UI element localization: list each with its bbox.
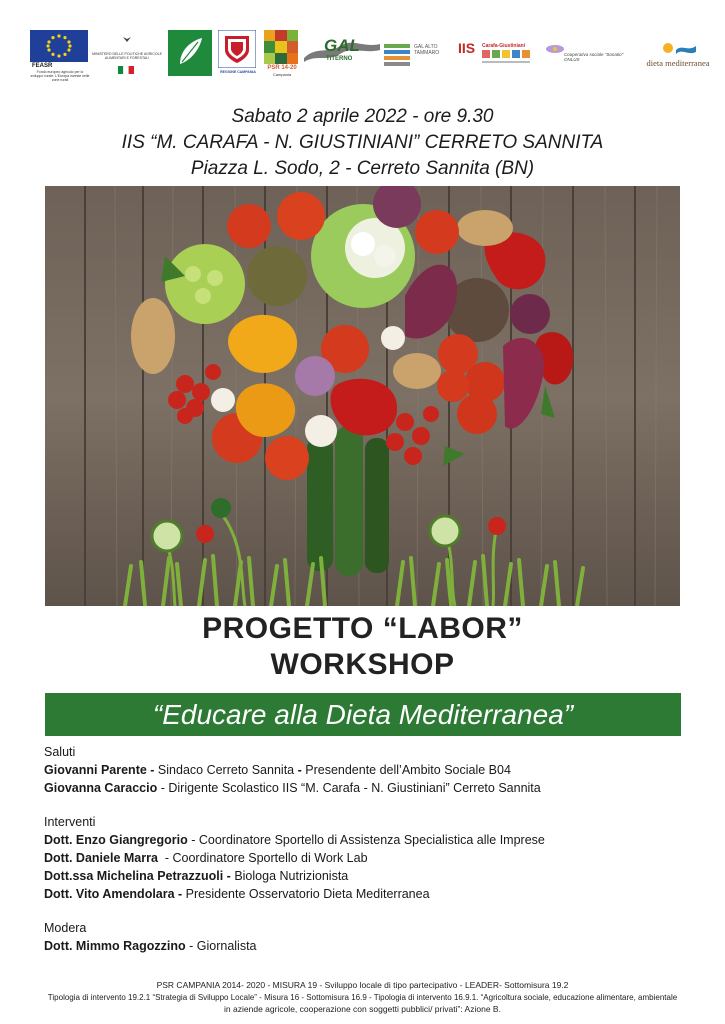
- interventi-item: [44, 831, 694, 849]
- leader-leaf-icon: [168, 30, 212, 76]
- partner-logos-strip: [30, 30, 720, 80]
- iis-logo: [458, 30, 534, 80]
- separator: -: [297, 763, 302, 777]
- gal-alto-tammaro-logo: [384, 30, 454, 80]
- regione-shield-icon: [218, 30, 256, 68]
- ministero-caption: MINISTERO DELLE POLITICHE AGRICOLE ALIMENTARI E FORESTALI: [92, 52, 162, 60]
- psr-logo: [264, 30, 300, 80]
- speaker-role: Biologa Nutrizionista: [230, 869, 349, 883]
- dieta-mediterranea-logo: [636, 30, 720, 80]
- ministero-logo: [92, 30, 162, 80]
- event-date-line: Sabato 2 aprile 2022 - ore 9.30: [231, 106, 494, 127]
- speaker-role-extra: Presendente dell’Ambito Sociale B04: [301, 763, 511, 777]
- modera-heading: Modera: [44, 921, 87, 935]
- saluti-item: [44, 779, 694, 797]
- footer-line-2: Tipologia di intervento 19.2.1 “Strategia di Sviluppo Locale” - Misura 16 - Sottomisura 16.9 - Tipologia di intervento 16.9.1. “Agricoltura sociale, educazione alimentare, ambientale: [47, 993, 678, 1002]
- cooperativa-logo: [538, 30, 630, 80]
- interventi-item: [44, 849, 694, 867]
- gal-titerno-logo: [304, 30, 380, 80]
- theme-banner: “Educare alla Dieta Mediterranea”: [45, 693, 681, 736]
- saluti-heading: Saluti: [44, 745, 76, 759]
- gal-sub: TITERNO: [326, 56, 353, 62]
- iis-badges-icon: [482, 50, 532, 68]
- leader-logo: [168, 30, 212, 80]
- regione-caption: REGIONE CAMPANIA: [220, 70, 256, 74]
- sun-sea-icon: [656, 40, 696, 56]
- stripes-icon: [384, 44, 410, 66]
- interventi-item: [44, 867, 694, 885]
- eu-flag-icon: [30, 30, 88, 62]
- vegetable-tree-photo: [45, 186, 680, 606]
- speaker-name: Giovanna Caraccio: [44, 781, 158, 795]
- feasr-caption: Fondo europeo agricolo per lo sviluppo rurale: L'Europa investe nelle zone rurali: [30, 70, 90, 82]
- interventi-heading: Interventi: [44, 815, 96, 829]
- workshop-title: WORKSHOP: [270, 648, 455, 681]
- psr-text: PSR 14-20: [267, 65, 297, 71]
- speaker-name: Dott. Daniele Marra: [44, 851, 158, 865]
- speaker-role: - Coordinatore Sportello di Assistenza Specialistica alle Imprese: [187, 833, 545, 847]
- gal-text: GAL: [324, 36, 360, 55]
- iis-caption: Carafa-Giustiniani: [482, 43, 526, 49]
- psr-caption: Campania: [272, 72, 292, 77]
- speaker-name: Dott. Enzo Giangregorio: [44, 833, 188, 847]
- speaker-name: Dott. Mimmo Ragozzino: [44, 939, 186, 953]
- footer-line-1: PSR CAMPANIA 2014- 2020 - MISURA 19 - Sviluppo locale di tipo partecipativo - LEADER- Sottomisura 19.2: [156, 980, 569, 990]
- psr-mosaic-icon: [264, 30, 298, 64]
- event-address-line: Piazza L. Sodo, 2 - Cerreto Sannita (BN): [190, 158, 535, 179]
- gal2-caption: GAL ALTO TAMMARO: [414, 44, 440, 56]
- coop-flower-icon: [544, 42, 566, 56]
- coop-caption: Cooperativa sociale "Sonatio" ONLUS: [564, 52, 624, 62]
- footer-line-3: in aziende agricole, cooperazione con soggetti pubblici/ privati”: Azione B.: [224, 1004, 501, 1014]
- feasr-eu-logo: [30, 30, 90, 80]
- speaker-name: Dott.ssa Michelina Petrazzuoli -: [44, 869, 231, 883]
- speaker-role: - Coordinatore Sportello di Work Lab: [157, 851, 368, 865]
- interventi-item: [44, 885, 694, 903]
- speaker-role: Sindaco Cerreto Sannita: [154, 763, 298, 777]
- event-venue-line: IIS “M. CARAFA - N. GIUSTINIANI” CERRETO SANNITA: [121, 132, 604, 153]
- speaker-name: Giovanni Parente -: [44, 763, 155, 777]
- saluti-item: [44, 761, 694, 779]
- iis-text: IIS: [458, 40, 476, 56]
- speaker-name: Dott. Vito Amendolara -: [44, 887, 183, 901]
- dieta-text: dieta mediterranea: [646, 58, 710, 68]
- speaker-role: - Dirigente Scolastico IIS “M. Carafa - N. Giustiniani” Cerreto Sannita: [157, 781, 541, 795]
- feasr-title: FEASR: [32, 63, 53, 69]
- speaker-role: Presidente Osservatorio Dieta Mediterranea: [182, 887, 430, 901]
- vegetable-tree-illustration: [45, 186, 680, 606]
- italy-flag-icon: [118, 66, 134, 74]
- modera-item: [44, 937, 694, 955]
- project-title: PROGETTO “LABOR”: [202, 612, 523, 645]
- speaker-role: - Giornalista: [185, 939, 257, 953]
- regione-campania-logo: [218, 30, 258, 80]
